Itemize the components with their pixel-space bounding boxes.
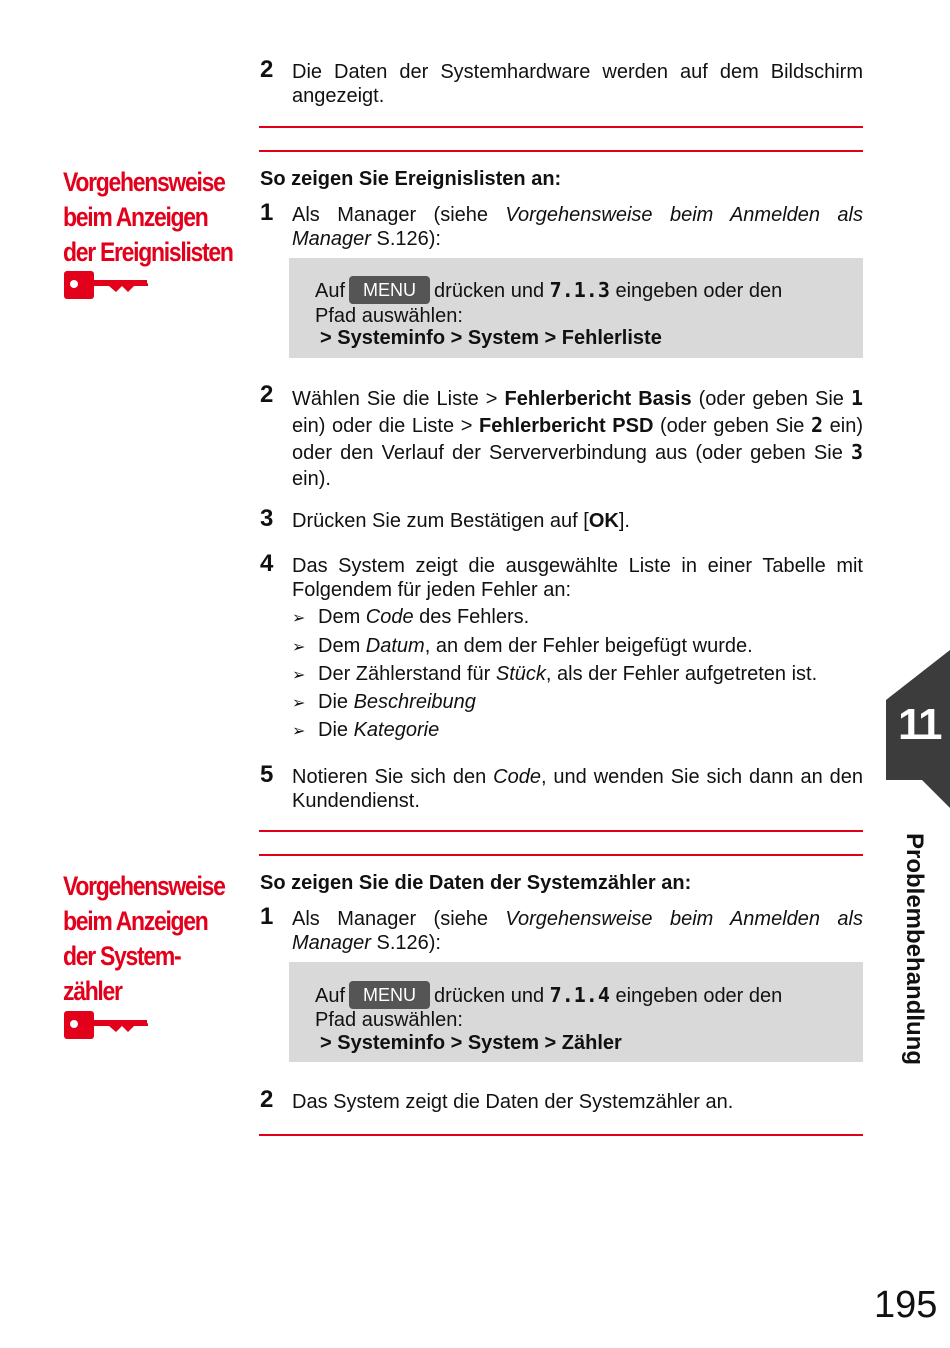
step-number: 5 (260, 761, 274, 788)
section-heading: So zeigen Sie die Daten der Systemzähler an: (260, 872, 692, 894)
instruction-box (289, 962, 863, 1062)
chapter-number: 11 (898, 700, 941, 749)
key-icon (64, 271, 148, 301)
side-title-line: beim Anzeigen (63, 202, 208, 232)
step-text: Das System zeigt die ausgewählte Liste in einer Tabelle mit Folgendem für jeden Fehler an: (292, 555, 863, 601)
step-text: Wählen Sie die Liste > Fehlerbericht Basis (oder geben Sie 1 ein) oder die Liste > Fehlerbericht PSD (oder geben Sie 2 ein) oder den Verlauf der Serververbindung aus (oder geben Sie 3 ein). (292, 386, 864, 490)
menu-key: MENU (349, 276, 430, 304)
bullet-item: ➢ Die Beschreibung (292, 690, 476, 716)
box-line: Auf MENU drücken und 7.1.4 eingeben oder den (315, 983, 783, 1007)
arrow-bullet-icon: ➢ (292, 639, 306, 656)
page-number: 195 (874, 1284, 938, 1326)
arrow-bullet-icon: ➢ (292, 695, 306, 712)
box-line: Auf MENU drücken und 7.1.3 eingeben oder den (315, 278, 783, 302)
chapter-label: Problembehandlung (901, 833, 928, 1066)
arrow-bullet-icon: ➢ (292, 610, 306, 627)
side-title-line: Vorgehensweise (63, 167, 225, 197)
step-text: Als Manager (siehe Vorgehensweise beim Anmelden als Manager S.126): (292, 204, 863, 250)
side-title-line: beim Anzeigen (63, 906, 208, 936)
step-number: 3 (260, 505, 274, 532)
step-text: Notieren Sie sich den Code, und wenden Sie sich dann an den Kundendienst. (292, 766, 863, 812)
step-text: Die Daten der Systemhardware werden auf dem Bildschirm angezeigt. (292, 61, 863, 107)
key-icon (64, 1011, 148, 1041)
bullet-item: ➢ Dem Datum, an dem der Fehler beigefügt wurde. (292, 634, 753, 660)
instruction-box (289, 258, 863, 358)
menu-path: > Systeminfo > System > Zähler (320, 1032, 622, 1054)
side-title-line: der Ereignislisten (63, 237, 233, 267)
step-text: Drücken Sie zum Bestätigen auf [OK]. (292, 510, 630, 532)
divider (259, 126, 863, 128)
step-number: 2 (260, 381, 274, 408)
section-heading: So zeigen Sie Ereignislisten an: (260, 168, 562, 190)
divider (259, 150, 863, 152)
step-number: 4 (260, 550, 274, 577)
bullet-item: ➢ Dem Code des Fehlers. (292, 605, 529, 631)
menu-key: MENU (349, 981, 430, 1009)
step-number: 2 (260, 1086, 274, 1113)
section-side-title (63, 165, 233, 270)
arrow-bullet-icon: ➢ (292, 723, 306, 740)
arrow-bullet-icon: ➢ (292, 667, 306, 684)
bullet-item: ➢ Die Kategorie (292, 718, 439, 744)
step-number: 1 (260, 199, 274, 226)
divider (259, 1134, 863, 1136)
divider (259, 854, 863, 856)
side-title-line: zähler (63, 976, 122, 1006)
box-line: Pfad auswählen: (315, 1009, 463, 1031)
step-number: 1 (260, 903, 274, 930)
step-number: 2 (260, 56, 274, 83)
section-side-title (63, 869, 225, 1009)
menu-path: > Systeminfo > System > Fehlerliste (320, 327, 662, 349)
step-text: Das System zeigt die Daten der Systemzähler an. (292, 1091, 734, 1113)
side-title-line: der System- (63, 941, 181, 971)
bullet-item: ➢ Der Zählerstand für Stück, als der Fehler aufgetreten ist. (292, 662, 817, 688)
divider (259, 830, 863, 832)
side-title-line: Vorgehensweise (63, 871, 225, 901)
box-line: Pfad auswählen: (315, 305, 463, 327)
step-text: Als Manager (siehe Vorgehensweise beim Anmelden als Manager S.126): (292, 908, 863, 954)
